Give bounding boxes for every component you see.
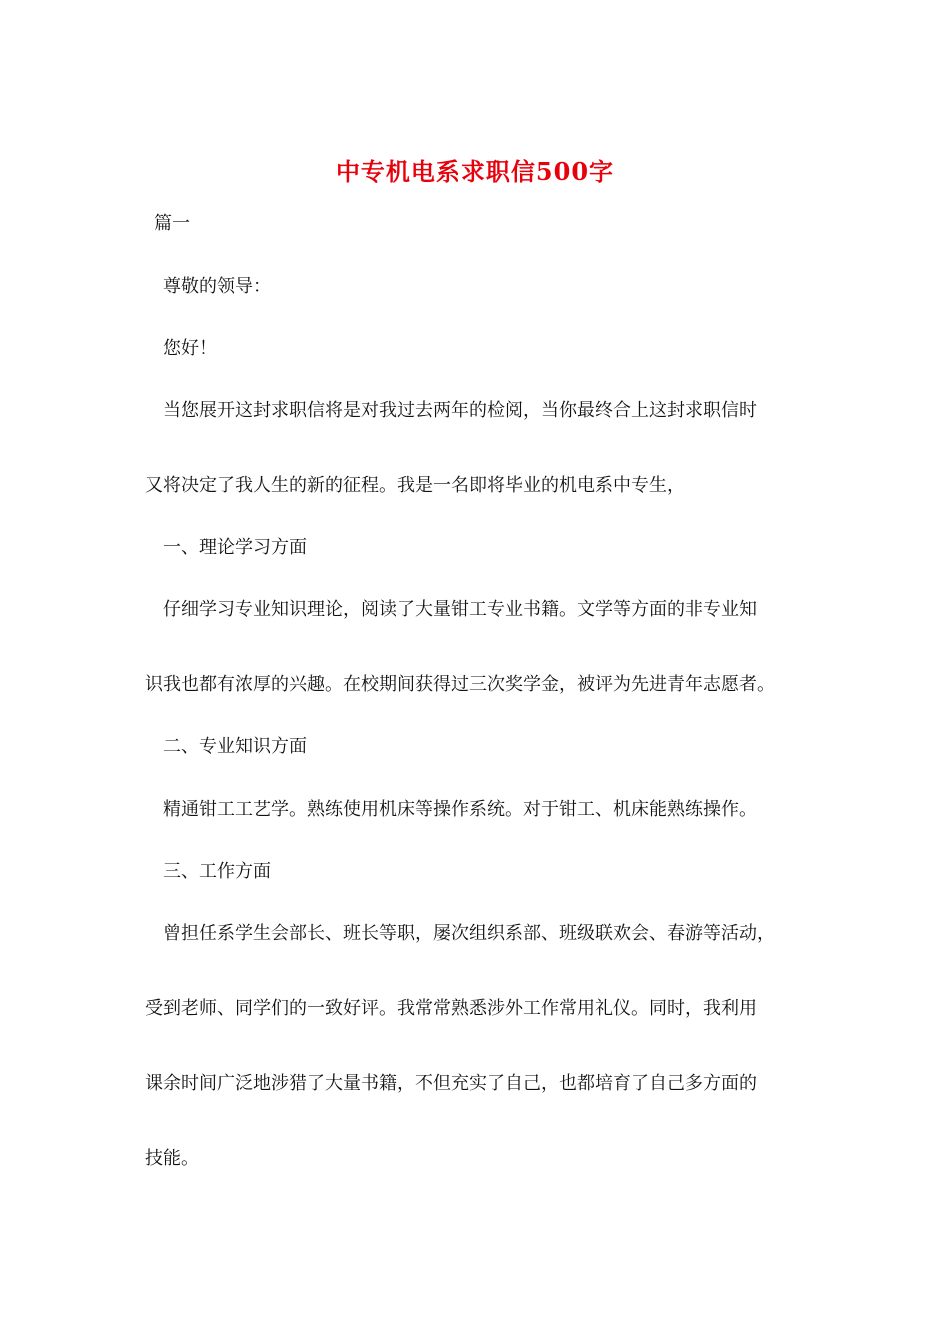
page-title: 中专机电系求职信500字 xyxy=(335,157,615,186)
paragraph-4-line-4: 技能。 xyxy=(145,1148,199,1169)
paragraph-4-line-3: 课余时间广泛地涉猎了大量书籍，不但充实了自己，也都培育了自己多方面的 xyxy=(145,1073,757,1094)
paragraph-1-line-1: 当您展开这封求职信将是对我过去两年的检阅，当你最终合上这封求职信时 xyxy=(163,400,757,421)
paragraph-4-line-2: 受到老师、同学们的一致好评。我常常熟悉涉外工作常用礼仪。同时，我利用 xyxy=(145,998,757,1019)
paragraph-1-line-2: 又将决定了我人生的新的征程。我是一名即将毕业的机电系中专生， xyxy=(145,475,685,496)
salutation: 尊敬的领导： xyxy=(163,276,271,297)
paragraph-4-line-1: 曾担任系学生会部长、班长等职，屡次组织系部、班级联欢会、春游等活动， xyxy=(163,923,775,944)
paragraph-2-line-1: 仔细学习专业知识理论，阅读了大量钳工专业书籍。文学等方面的非专业知 xyxy=(163,599,757,620)
heading-theory-study: 一、理论学习方面 xyxy=(163,537,307,558)
section-label: 篇一 xyxy=(154,213,190,234)
heading-work: 三、工作方面 xyxy=(163,861,271,882)
paragraph-3-line-1: 精通钳工工艺学。熟练使用机床等操作系统。对于钳工、机床能熟练操作。 xyxy=(163,799,757,820)
greeting: 您好！ xyxy=(163,338,217,359)
paragraph-2-line-2: 识我也都有浓厚的兴趣。在校期间获得过三次奖学金，被评为先进青年志愿者。 xyxy=(145,674,775,695)
heading-professional-knowledge: 二、专业知识方面 xyxy=(163,736,307,757)
